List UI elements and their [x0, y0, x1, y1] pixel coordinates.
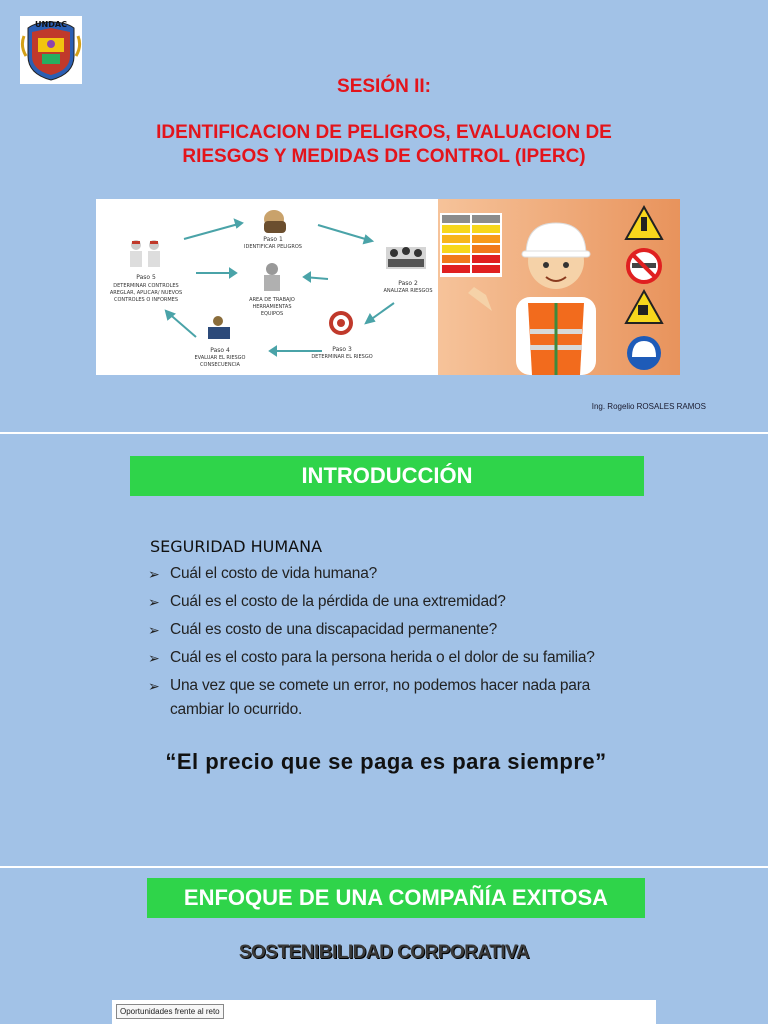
arrow-bullet-icon: ➢	[148, 622, 160, 638]
step3-target-icon	[329, 311, 353, 335]
opportunities-label: Oportunidades frente al reto	[116, 1004, 224, 1019]
question-list	[148, 562, 628, 726]
arrow-bullet-icon: ➢	[148, 678, 160, 694]
enfoque-heading: ENFOQUE DE UNA COMPAÑÍA EXITOSA	[147, 878, 645, 918]
slide-title	[60, 121, 708, 169]
step5-desc-3: CONTROLES O INFORMES	[113, 297, 179, 303]
step3-title: Paso 3	[332, 346, 352, 353]
no-smoking-icon	[628, 250, 660, 282]
step1-title: Paso 1	[263, 236, 283, 243]
list-item: ➢ Cuál es el costo para la persona herida o el dolor de su familia?	[148, 646, 628, 670]
center-label-3: EQUIPOS	[260, 311, 284, 317]
step5-desc-2: AREGLAR, APLICAR/ NUEVOS	[109, 290, 183, 296]
section-heading: SEGURIDAD HUMANA	[150, 537, 323, 556]
step5-title: Paso 5	[136, 274, 156, 281]
slide-1	[0, 0, 768, 432]
step1-desc: IDENTIFICAR PELIGROS	[244, 244, 302, 250]
step2-title: Paso 2	[398, 280, 418, 287]
university-logo	[20, 16, 82, 84]
center-worker-figure	[264, 263, 280, 291]
list-item: ➢ Cuál es costo de una discapacidad permanente?	[148, 618, 628, 642]
slide-3	[0, 868, 768, 1024]
arrow-bullet-icon: ➢	[148, 566, 160, 582]
list-item: ➢ Cuál es el costo de la pérdida de una extremidad?	[148, 590, 628, 614]
quote-text: “El precio que se paga es para siempre”	[165, 749, 607, 774]
slide-2	[0, 434, 768, 866]
intro-heading: INTRODUCCIÓN	[130, 456, 644, 496]
step4-title: Paso 4	[210, 347, 230, 354]
center-label-2: HERRAMIENTAS	[252, 304, 292, 310]
step5-desc-1: DETERMINAR CONTROLES	[113, 283, 179, 289]
slide-title-line-2: RIESGOS Y MEDIDAS DE CONTROL (IPERC)	[182, 146, 586, 167]
session-label: SESIÓN II:	[337, 76, 431, 97]
author-credit: Ing. Rogelio ROSALES RAMOS	[591, 402, 706, 411]
iperc-banner	[96, 199, 680, 375]
center-label-1: AREA DE TRABAJO	[249, 297, 295, 303]
step4-desc-2: CONSECUENCIA	[200, 362, 240, 368]
list-item: ➢ Una vez que se comete un error, no podemos hacer nada para cambiar lo ocurrido.	[148, 674, 628, 722]
step2-figure	[386, 247, 426, 269]
opportunities-panel	[112, 1000, 656, 1024]
risk-matrix-icon	[440, 213, 502, 277]
step2-desc: ANALIZAR RIESGOS	[383, 288, 433, 294]
slide-title-line-1: IDENTIFICACION DE PELIGROS, EVALUACION DE	[156, 122, 612, 143]
sostenibilidad-heading: SOSTENIBILIDAD CORPORATIVA	[238, 942, 530, 963]
step3-desc: DETERMINAR EL RIESGO	[311, 354, 373, 360]
arrow-bullet-icon: ➢	[148, 650, 160, 666]
logo-text: UNDAC	[35, 20, 67, 29]
arrow-bullet-icon: ➢	[148, 594, 160, 610]
helmet-mandatory-icon	[627, 336, 661, 370]
list-item: ➢ Cuál el costo de vida humana?	[148, 562, 628, 586]
step4-desc-1: EVALUAR EL RIESGO	[194, 355, 246, 361]
